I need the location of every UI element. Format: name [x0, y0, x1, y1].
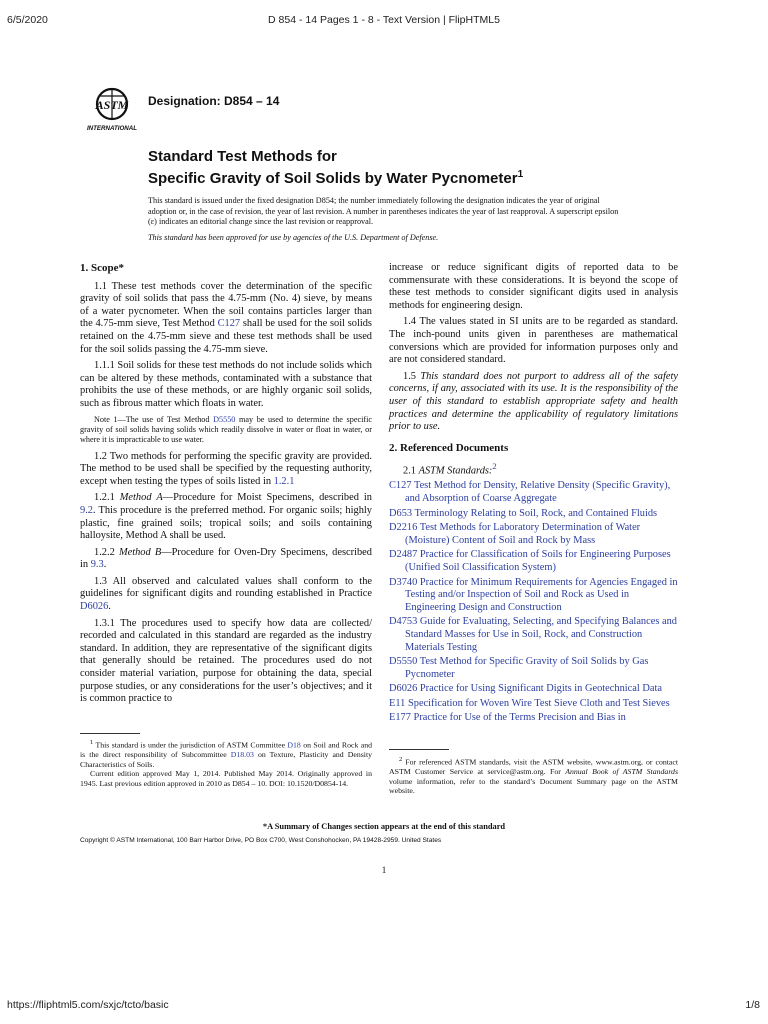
note-1-text-a: Note 1—The use of Test Method [94, 414, 214, 424]
logo-text: ASTM [95, 98, 129, 112]
reference-code: D2487 [389, 549, 418, 561]
footnote-1 [80, 738, 372, 788]
document-title [148, 148, 688, 188]
reference-list [389, 480, 678, 725]
left-column [80, 262, 372, 710]
para-1-3-text-b: . [108, 601, 111, 613]
para-1-3-1-continued: increase or reduce significant digits of reported data to be commensurate with these considerations. It is beyond the scope of these test methods to consider significant digits used in analysis methods for engineering design. [389, 262, 678, 311]
reference-code: D6026 [389, 683, 418, 695]
para-1-5-num: 1.5 [403, 370, 421, 382]
para-1-2-1 [80, 492, 372, 542]
reference-item[interactable] [389, 577, 678, 615]
reference-title: Test Methods for Laboratory Determination of Water (Moisture) Content of Soil and Rock by Mass [405, 522, 641, 546]
method-a-label: Method A [119, 492, 163, 504]
scope-heading: 1. Scope* [80, 262, 124, 274]
reference-code: D3740 [389, 576, 418, 588]
reference-title: Practice for Use of the Terms Precision and Bias in [413, 712, 626, 724]
footnote-1-text-a: This standard is under the jurisdiction of ASTM Committee [93, 740, 288, 750]
footnote-2-book-title: Annual Book of ASTM Standards [565, 767, 678, 777]
reference-title: Test Method for Density, Relative Density (Specific Gravity), and Absorption of Coarse Aggregate [405, 480, 671, 504]
para-1-2-1-text-a: —Procedure for Moist Specimens, described in [162, 492, 372, 504]
footnote-1-para-a [80, 738, 372, 769]
reference-title: Practice for Minimum Requirements for Agencies Engaged in Testing and/or Inspection of Soil and Rock as Used in Engineering Design and Construction [405, 576, 678, 613]
para-1-2-2 [80, 547, 372, 572]
print-page-title: D 854 - 14 Pages 1 - 8 - Text Version | FlipHTML5 [268, 14, 500, 26]
para-1-2-1-text-b: . This procedure is the preferred method. For organic soils; highly plastic, fine grained soils; tropical soils; and soils containing halloysite, Method A shall be used. [80, 504, 372, 542]
reference-code: D2216 [389, 522, 418, 534]
footnote-2 [389, 755, 678, 796]
footnote-2-mark: 2 [399, 756, 403, 763]
link-9-2[interactable]: 9.2 [80, 504, 93, 516]
reference-code: C127 [389, 480, 412, 492]
reference-title: Practice for Using Significant Digits in Geotechnical Data [419, 683, 662, 695]
link-c127[interactable]: C127 [217, 318, 241, 330]
reference-item[interactable] [389, 616, 678, 654]
reference-code: D4753 [389, 616, 418, 628]
intro-block [148, 196, 620, 248]
copyright-line: Copyright © ASTM International, 100 Barr Harbor Drive, PO Box C700, West Conshohocken, PA 19428-2959. United States [80, 837, 442, 844]
reference-title: Specification for Woven Wire Test Sieve Cloth and Test Sieves [407, 697, 670, 709]
para-1-3-1: 1.3.1 The procedures used to specify how data are collected/ recorded and calculated in this standard are regarded as the industry standard. In addition, they are representative of the significant digits that generally should be retained. The procedures used do not consider material variation, purpose for obtaining the data, special purpose studies, or any considerations for the user’s objectives; and it is common practice to [80, 617, 372, 705]
footnote-1-mark: 1 [90, 739, 94, 746]
footnote-1-para-b: Current edition approved May 1, 2014. Published May 2014. Originally approved in 1945. Last previous edition approved in 2010 as D854 – 10. DOI: 10.1520/D0854-14. [80, 769, 372, 788]
reference-title: Practice for Classification of Soils for Engineering Purposes (Unified Soil Classification System) [405, 549, 671, 573]
footnote-divider-right [389, 749, 449, 750]
para-1-2-2-num: 1.2.2 [94, 546, 119, 558]
link-d18-03[interactable]: D18.03 [230, 750, 254, 760]
astm-standards-label: ASTM Standards: [418, 465, 493, 477]
reference-title: Guide for Evaluating, Selecting, and Specifying Balances and Standard Masses for Use in Soil, Rock, and Construction Materials Testing [405, 616, 677, 653]
para-1-2-2-text-b: . [103, 559, 107, 571]
footnote-divider-left [80, 733, 140, 734]
footnote-2-text-a: For referenced ASTM standards, visit the ASTM website, www.astm.org, or contact ASTM Customer Service at service@astm.org. For [389, 757, 678, 777]
reference-code: D653 [389, 507, 413, 519]
logo-subtext: INTERNATIONAL [86, 125, 138, 132]
para-1-3 [80, 576, 372, 614]
footnote-1-text-c: on Texture, Plasticity and Density Characteristics of Soils. [80, 750, 373, 769]
reference-code: E177 [389, 712, 411, 724]
intro-paragraph-1: This standard is issued under the fixed designation D854; the number immediately following the designation indicates the year of original adoption or, in the case of revision, the year of last revision. A number in parentheses indicates the year of last reapproval. A superscript epsilon (ε) indicates an editorial change since the last revision or reapproval. [148, 196, 619, 226]
link-d18[interactable]: D18 [287, 740, 301, 750]
astm-standards-footnote-mark[interactable]: 2 [492, 461, 497, 472]
print-url: https://fliphtml5.com/sxjc/tcto/basic [7, 999, 169, 1011]
title-line-1: Standard Test Methods for [148, 148, 337, 165]
designation: Designation: D854 – 14 [148, 94, 280, 108]
link-1-2-1[interactable]: 1.2.1 [273, 475, 295, 487]
para-1-5-text: This standard does not purport to address all of the safety concerns, if any, associated with its use. It is the responsibility of the user of this standard to establish appropriate safety and health practices and determine the applicability of regulatory limitations prior to use. [389, 370, 678, 433]
footnote-1-text-b: on Soil and Rock and is the direct responsibility of Subcommittee [80, 740, 372, 760]
referenced-documents-heading: 2. Referenced Documents [389, 441, 509, 454]
para-1-2-text: 1.2 Two methods for performing the specific gravity are provided. The method to be used shall be specified by the requesting authority, except when testing the types of soils listed in [80, 450, 372, 487]
reference-item[interactable] [389, 712, 678, 725]
intro-paragraph-2 [148, 233, 620, 244]
reference-item[interactable] [389, 480, 678, 505]
para-1-1-text-b: shall be used for the soil solids retained on the 4.75-mm sieve and these test methods shall be used for the soil solids passing the 4.75-mm sieve. [80, 318, 372, 355]
para-1-2 [80, 451, 372, 489]
reference-code: E11 [389, 697, 406, 709]
title-line-2-text: Specific Gravity of Soil Solids by Water Pycnometer [148, 170, 518, 187]
footnote-2-para [389, 755, 678, 796]
reference-item[interactable] [389, 522, 678, 547]
link-d6026[interactable]: D6026 [80, 601, 109, 613]
link-d5550[interactable]: D5550 [213, 414, 236, 424]
astm-standards-num: 2.1 [403, 465, 419, 477]
note-1-text-b: may be used to determine the specific gravity of soil solids having solids which readily dissolve in water or float in water, or where it is impracticable to use water. [80, 414, 372, 444]
para-1-2-2-text-a: —Procedure for Oven-Dry Specimens, described in [80, 546, 372, 571]
para-1-1-text-a: 1.1 These test methods cover the determination of the specific gravity of soil solids that pass the 4.75-mm (No. 4) sieve, by means of a water pycnometer. When the soil contains particles larger than the 4.75-mm sieve, Test Method [80, 280, 372, 330]
reference-item[interactable] [389, 698, 678, 711]
para-1-3-text-a: 1.3 All observed and calculated values shall conform to the guidelines for significant digits and rounding established in Practice [80, 575, 372, 600]
reference-item[interactable] [389, 549, 678, 574]
para-1-1 [80, 281, 372, 357]
right-column [389, 262, 678, 727]
title-footnote-mark: 1 [517, 169, 524, 180]
intro-dod-approval: This standard has been approved for use by agencies of the U.S. Department of Defense. [148, 232, 439, 242]
para-1-5 [389, 371, 678, 434]
para-1-1-1: 1.1.1 Soil solids for these test methods do not include solids which can be altered by these methods, contaminated with a substance that prohibits the use of these methods, or are highly organic soil solids, such as fibrous matter which floats in water. [80, 360, 372, 409]
method-b-label: Method B [118, 546, 162, 558]
print-page-counter: 1/8 [745, 999, 760, 1011]
note-1 [80, 415, 372, 445]
para-1-2-1-num: 1.2.1 [94, 492, 120, 504]
link-9-3[interactable]: 9.3 [90, 559, 104, 571]
reference-title: Test Method for Specific Gravity of Soil Solids by Gas Pycnometer [405, 656, 649, 680]
footnote-2-text-b: volume information, refer to the standard’s Document Summary page on the ASTM website. [389, 776, 678, 796]
print-date: 6/5/2020 [7, 14, 48, 26]
page-number: 1 [381, 865, 387, 875]
reference-title: Terminology Relating to Soil, Rock, and Contained Fluids [414, 507, 658, 519]
reference-item[interactable] [389, 683, 678, 696]
reference-code: D5550 [389, 656, 418, 668]
astm-logo-icon [82, 84, 142, 134]
para-1-4: 1.4 The values stated in SI units are to be regarded as standard. The inch-pound units given in parentheses are mathematical conversions which are provided for information purposes only and are not considered standard. [389, 316, 678, 366]
title-line-2 [148, 166, 688, 188]
reference-item[interactable] [389, 508, 678, 521]
reference-item[interactable] [389, 656, 678, 681]
summary-of-changes-note: *A Summary of Changes section appears at the end of this standard [262, 822, 506, 831]
astm-standards-subheading [389, 460, 678, 478]
